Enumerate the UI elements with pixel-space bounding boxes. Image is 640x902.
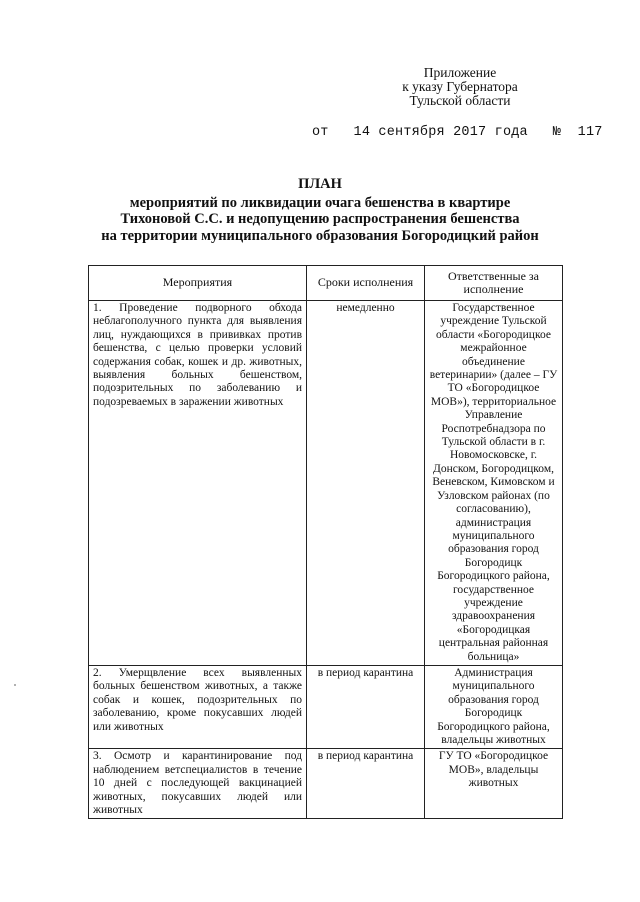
appendix-line: Тульской области xyxy=(409,93,511,108)
decree-line xyxy=(312,125,603,140)
header-responsible: Ответственные за исполнение xyxy=(425,266,563,301)
title-line: мероприятий по ликвидации очага бешенства в квартире xyxy=(129,194,511,211)
decree-prefix: от xyxy=(312,125,329,140)
table-row xyxy=(89,665,563,748)
header-deadlines: Сроки исполнения xyxy=(307,266,425,301)
decree-date: 14 сентября 2017 года xyxy=(353,125,528,140)
table-row xyxy=(89,749,563,819)
responsible-cell: Администрация муниципального образования город Богородицк Богородицкого района, владельцы животных xyxy=(425,665,563,748)
title-line: на территории муниципального образования Богородицкий район xyxy=(101,227,539,244)
decree-number-sign: № xyxy=(552,125,562,140)
activity-cell: 1. Проведение подворного обхода неблагополучного пункта для выявления лиц, нуждающихся в прививках против бешенства, с целью проверки условий содержания собак, кошек и др. животных, выявления больных бешенством, подозрительных по заболеванию и подозреваемых в заражении животных xyxy=(89,301,307,666)
measures-table xyxy=(88,265,563,819)
table-header-row xyxy=(89,266,563,301)
appendix-line: к указу Губернатора xyxy=(402,79,518,94)
responsible-cell: Государственное учреждение Тульской области «Богородицкое межрайонное объединение ветеринарии» (далее – ГУ ТО «Богородицкое МОВ»), территориальное Управление Роспотребнадзора по Тульской области в г. Новомосковске, г. Донском, Богородицком, Веневском, Кимовском и Узловском районах (по согласованию), администрация муниципального образования город Богородицк Богородицкого района, государственное учреждение здравоохранения «Богородицкая центральная районная больница» xyxy=(425,301,563,666)
scan-speck xyxy=(14,684,16,686)
document-title xyxy=(80,176,560,244)
title-line: Тихоновой С.С. и недопущению распространения бешенства xyxy=(120,211,520,227)
appendix-line: Приложение xyxy=(423,65,497,80)
deadline-cell: в период карантина xyxy=(307,665,425,748)
header-activities: Мероприятия xyxy=(89,266,307,301)
activity-cell: 2. Умерщвление всех выявленных больных бешенством животных, а также собак и кошек, подозрительных по заболеванию, кроме покусавших людей или животных xyxy=(89,665,307,748)
responsible-cell: ГУ ТО «Богородицкое МОВ», владельцы животных xyxy=(425,749,563,819)
activity-cell: 3. Осмотр и карантинирование под наблюдением ветспециалистов в течение 10 дней с последующей вакцинацией животных, покусавших людей или животных xyxy=(89,749,307,819)
appendix-block xyxy=(370,66,550,108)
deadline-cell: немедленно xyxy=(307,301,425,666)
table-row xyxy=(89,301,563,666)
decree-number: 117 xyxy=(577,125,603,140)
title-plan: ПЛАН xyxy=(298,176,342,192)
deadline-cell: в период карантина xyxy=(307,749,425,819)
